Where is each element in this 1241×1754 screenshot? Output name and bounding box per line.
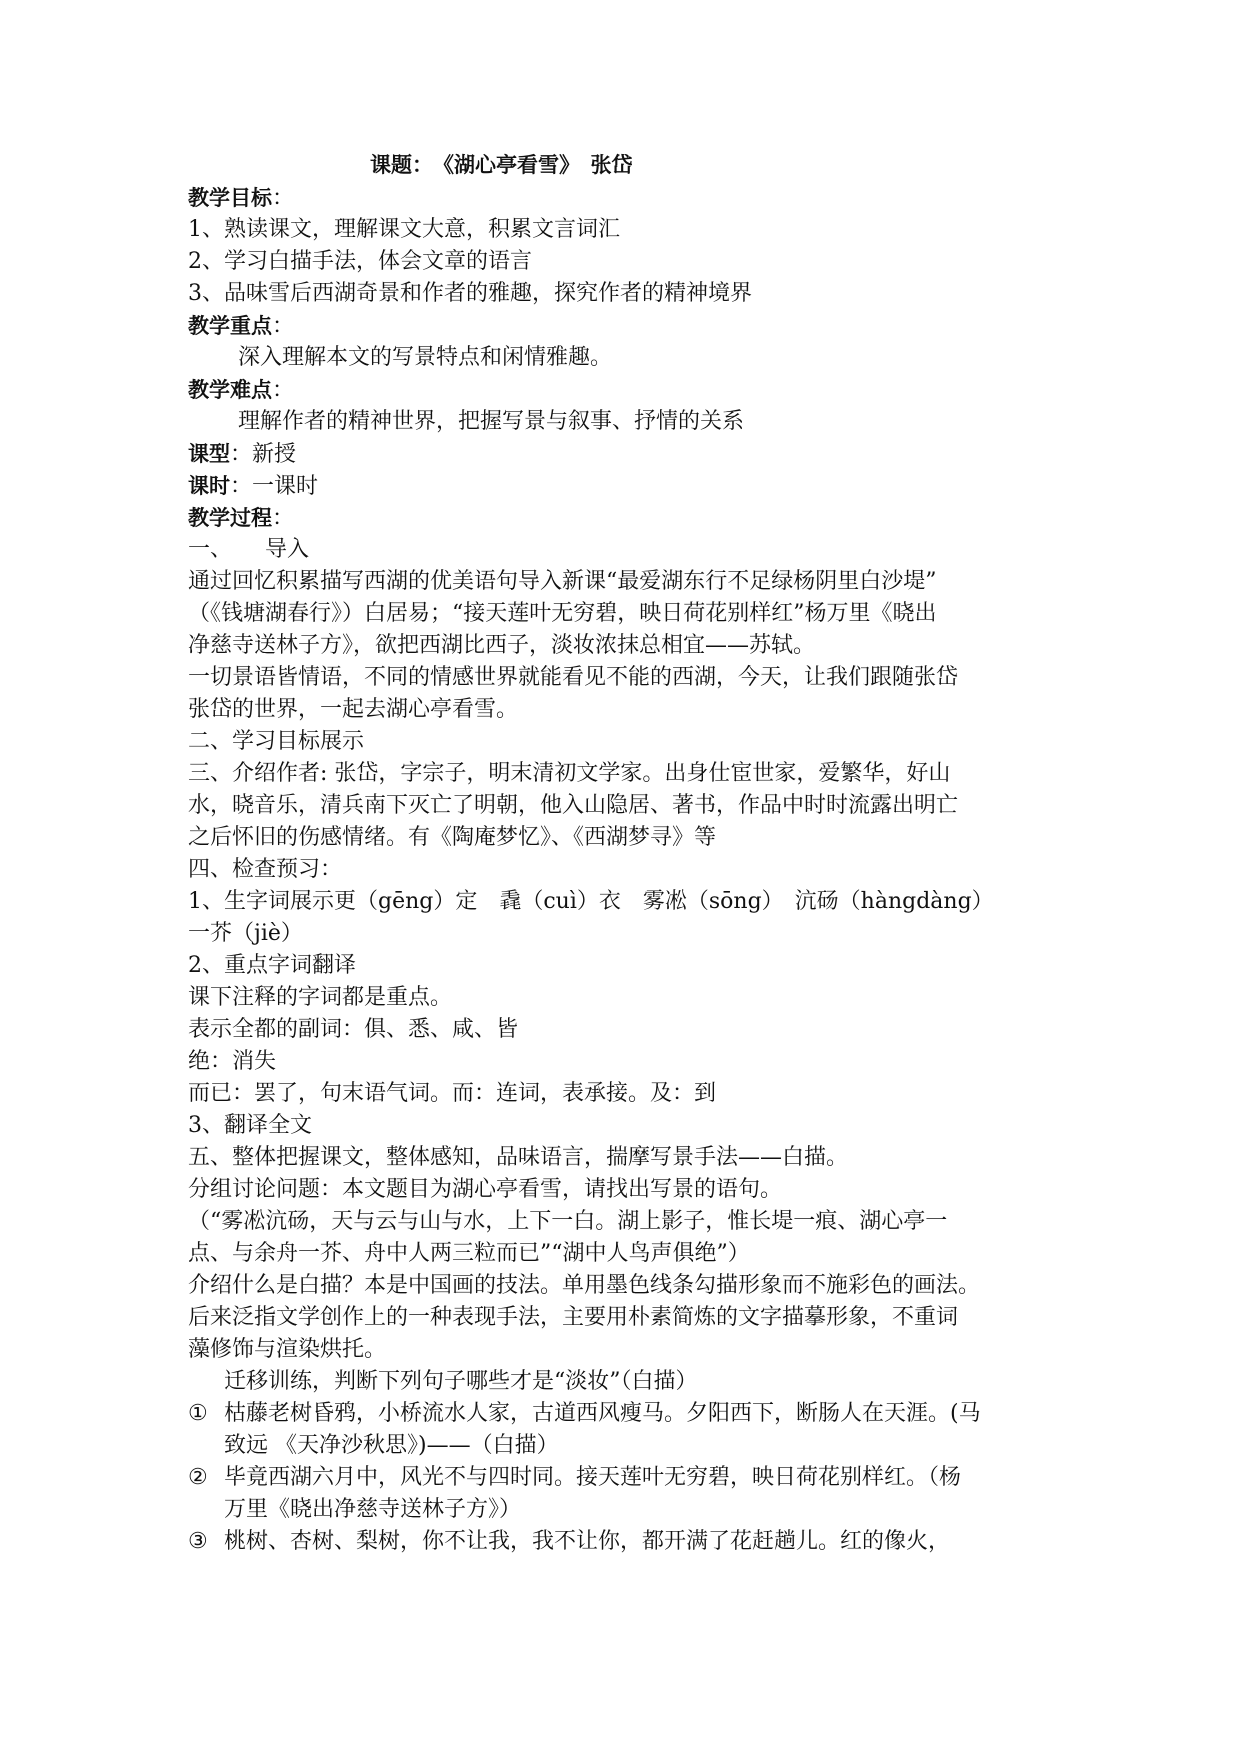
process-line: 二、学习目标展示 xyxy=(188,729,365,754)
key-points-colon: ： xyxy=(272,314,295,339)
example-text xyxy=(224,1526,1068,1558)
process-line: 之后怀旧的伤感情绪。有《陶庵梦忆》、《西湖梦寻》等 xyxy=(188,825,717,850)
process-line: 一芥（jiè） xyxy=(188,921,303,946)
lesson-type-value: ：新授 xyxy=(230,442,297,467)
process-line: 三、介绍作者: 张岱，字宗子，明末清初文学家。出身仕宦世家，爱繁华，好山 xyxy=(188,761,951,786)
process-line: 净慈寺送林子方》，欲把西湖比西子，淡妆浓抹总相宜——苏轼。 xyxy=(188,633,816,658)
difficulties-heading-line xyxy=(188,374,1068,406)
page-title: 课题： 《湖心亭看雪》 张岱 xyxy=(370,153,633,177)
process-line: 后来泛指文学创作上的一种表现手法，主要用朴素简炼的文字描摹形象，不重词 xyxy=(188,1305,959,1330)
process-line: （“雾凇沆砀，天与云与山与水，上下一白。湖上影子，惟长堤一痕、湖心亭一 xyxy=(188,1209,948,1234)
process-heading-line xyxy=(188,502,1068,534)
example-text xyxy=(224,1398,1068,1462)
difficulties-text: 理解作者的精神世界，把握写景与叙事、抒情的关系 xyxy=(238,409,745,434)
example-line: 致远 《天净沙秋思》)——（白描） xyxy=(224,1433,559,1458)
process-line: 而已：罢了，句末语气词。而：连词，表承接。及：到 xyxy=(188,1081,717,1106)
example-line: 万里《晓出净慈寺送林子方》） xyxy=(224,1497,522,1522)
process-line: 通过回忆积累描写西湖的优美语句导入新课“最爱湖东行不足绿杨阴里白沙堤” xyxy=(188,569,937,594)
process-line: 1、生字词展示更（gēng）定 毳（cuì）衣 雾凇（sōng） 沆砀（hàngdàng） xyxy=(188,889,994,914)
objective-item-1: 1、熟读课文，理解课文大意，积累文言词汇 xyxy=(188,217,620,242)
example-number: ① xyxy=(188,1401,208,1426)
transfer-training: 迁移训练，判断下列句子哪些才是“淡妆”（白描） xyxy=(224,1369,698,1394)
example-item xyxy=(188,1462,1068,1526)
example-line: 桃树、杏树、梨树，你不让我，我不让你，都开满了花赶趟儿。红的像火， xyxy=(224,1529,951,1554)
lesson-type-label: 课型 xyxy=(188,442,230,466)
process-colon: ： xyxy=(272,506,295,531)
key-points-heading-line xyxy=(188,310,1068,342)
key-points-heading: 教学重点 xyxy=(188,314,272,338)
lesson-type-line xyxy=(188,438,1068,470)
process-line: 一切景语皆情语，不同的情感世界就能看见不能的西湖，今天，让我们跟随张岱 xyxy=(188,665,959,690)
process-line: （《钱塘湖春行》）白居易；“接天莲叶无穷碧，映日荷花别样红”杨万里《晓出 xyxy=(188,601,937,626)
objective-item-3: 3、品味雪后西湖奇景和作者的雅趣，探究作者的精神境界 xyxy=(188,281,752,306)
lesson-hours-label: 课时 xyxy=(188,474,230,498)
objectives-heading-line xyxy=(188,182,1068,214)
process-line: 2、重点字词翻译 xyxy=(188,953,356,978)
objectives-colon: ： xyxy=(272,186,295,211)
process-line: 藻修饰与渲染烘托。 xyxy=(188,1337,387,1362)
key-points-text: 深入理解本文的写景特点和闲情雅趣。 xyxy=(238,345,613,370)
process-line: 绝：消失 xyxy=(188,1049,277,1074)
difficulties-colon: ： xyxy=(272,378,295,403)
lesson-hours-line xyxy=(188,470,1068,502)
objective-item-2: 2、学习白描手法，体会文章的语言 xyxy=(188,249,532,274)
example-text xyxy=(224,1462,1068,1526)
process-line: 表示全都的副词：俱、悉、咸、皆 xyxy=(188,1017,519,1042)
objectives-heading: 教学目标 xyxy=(188,186,272,210)
process-line: 张岱的世界，一起去湖心亭看雪。 xyxy=(188,697,519,722)
process-line: 3、翻译全文 xyxy=(188,1113,312,1138)
difficulties-heading: 教学难点 xyxy=(188,378,272,402)
process-line: 四、检查预习： xyxy=(188,857,343,882)
process-line: 课下注释的字词都是重点。 xyxy=(188,985,453,1010)
process-line: 点、与余舟一芥、舟中人两三粒而已”“湖中人鸟声俱绝”） xyxy=(188,1241,750,1266)
process-line: 介绍什么是白描？本是中国画的技法。单用墨色线条勾描形象而不施彩色的画法。 xyxy=(188,1273,981,1298)
process-line: 五、整体把握课文，整体感知，品味语言，揣摩写景手法——白描。 xyxy=(188,1145,849,1170)
example-number: ③ xyxy=(188,1529,208,1554)
lesson-hours-value: ：一课时 xyxy=(230,474,319,499)
process-line: 一、 导入 xyxy=(188,537,310,562)
process-line: 分组讨论问题：本文题目为湖心亭看雪，请找出写景的语句。 xyxy=(188,1177,783,1202)
document-content xyxy=(188,148,1068,1558)
example-line: 毕竟西湖六月中，风光不与四时同。接天莲叶无穷碧，映日荷花别样红。（杨 xyxy=(224,1465,962,1490)
process-heading: 教学过程 xyxy=(188,506,272,530)
example-number: ② xyxy=(188,1465,208,1490)
example-line: 枯藤老树昏鸦，小桥流水人家，古道西风瘦马。夕阳西下，断肠人在天涯。(马 xyxy=(224,1401,981,1426)
example-item xyxy=(188,1526,1068,1558)
example-item xyxy=(188,1398,1068,1462)
process-line: 水，晓音乐，清兵南下灭亡了明朝，他入山隐居、著书，作品中时时流露出明亡 xyxy=(188,793,959,818)
